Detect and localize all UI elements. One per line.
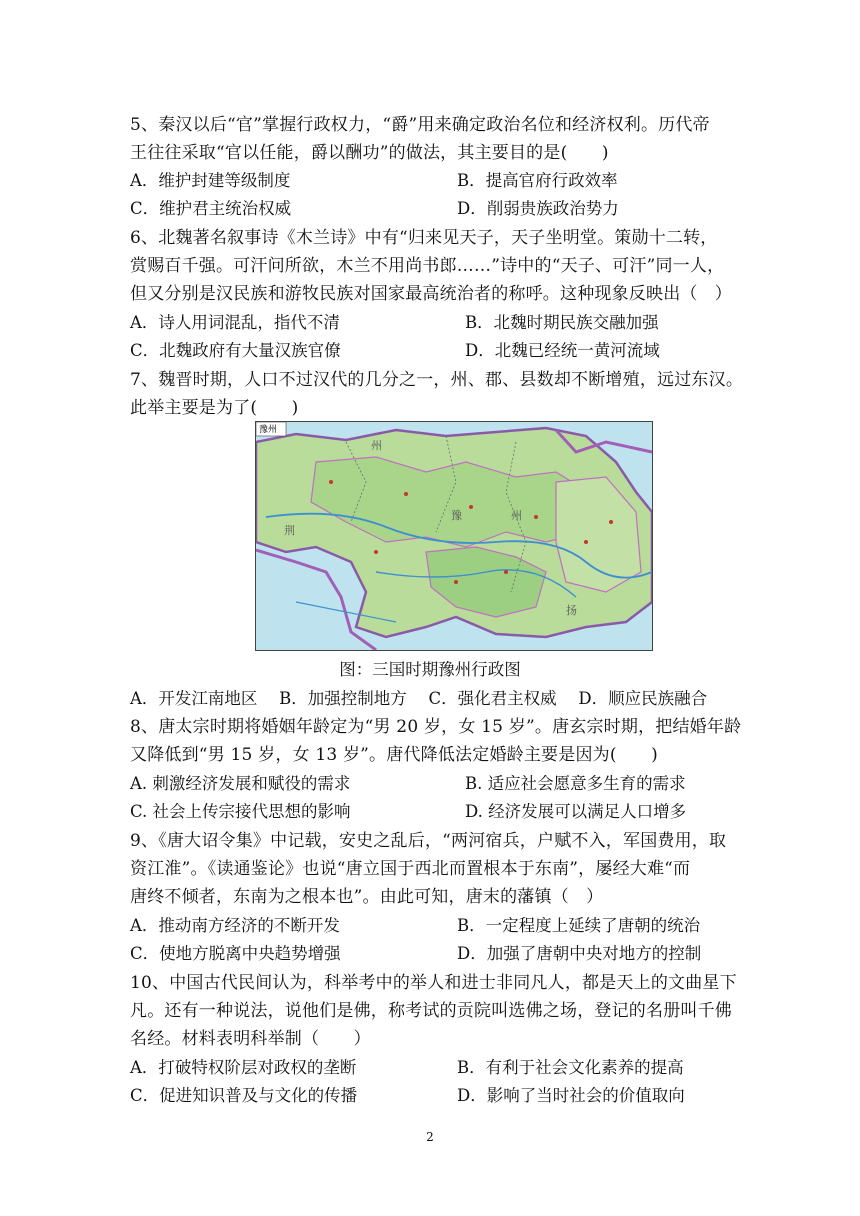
- q6-option-a: A．诗人用词混乱，指代不清: [130, 313, 340, 332]
- q9-line-2: 资江淮”。《读通鉴论》也说“唐立国于西北而置根本于东南”，屡经大难“而: [130, 859, 691, 879]
- map-graphic: [256, 422, 652, 650]
- q10-option-b: B．有利于社会文化素养的提高: [457, 1058, 684, 1077]
- q5-option-d: D．削弱贵族政治势力: [457, 199, 619, 218]
- q10-line-2: 凡。还有一种说法，说他们是佛，称考试的贡院叫选佛之场，登记的名册叫千佛: [130, 1001, 732, 1021]
- q9-line-3: 唐终不倾者，东南为之根本也”。由此可知，唐末的藩镇（ ）: [130, 887, 604, 907]
- q5-option-a: A．维护封建等级制度: [130, 171, 291, 190]
- page-number: 2: [426, 1130, 434, 1144]
- q8-option-c: C. 社会上传宗接代思想的影响: [130, 802, 351, 821]
- q5-line-2: 王往往采取“官以任能，爵以酬功”的做法，其主要目的是( ): [130, 143, 609, 163]
- map-label-1: 州: [371, 439, 382, 452]
- q9-line-1: 9、《唐大诏令集》中记载，安史之乱后，“两河宿兵，户赋不入，军国费用，取: [130, 831, 727, 851]
- q7-line-2: 此举主要是为了( ): [130, 398, 299, 418]
- q5-option-b: B．提高官府行政效率: [457, 171, 618, 190]
- q6-option-d: D．北魏已经统一黄河流域: [465, 341, 660, 360]
- q10-line-1: 10、中国古代民间认为，科举考中的举人和进士非同凡人，都是天上的文曲星下: [130, 973, 737, 993]
- map-label-4: 荆: [284, 524, 295, 537]
- q6-option-b: B．北魏时期民族交融加强: [465, 313, 659, 332]
- q6-option-c: C．北魏政府有大量汉族官僚: [130, 341, 341, 360]
- q9-option-c: C．使地方脱离中央趋势增强: [130, 944, 341, 963]
- map-label-3: 州: [511, 509, 522, 522]
- q8-option-a: A. 刺激经济发展和赋役的需求: [130, 774, 351, 793]
- q8-option-b: B. 适应社会愿意多生育的需求: [465, 774, 686, 793]
- q10-option-d: D．影响了当时社会的价值取向: [457, 1086, 685, 1105]
- q5-option-c: C．维护君主统治权威: [130, 199, 292, 218]
- q8-line-2: 又降低到“男 15 岁，女 13 岁”。唐代降低法定婚龄主要是因为( ): [130, 745, 658, 765]
- q9-option-d: D．加强了唐朝中央对地方的控制: [457, 944, 702, 963]
- q10-line-3: 名经。材料表明科举制（ ）: [130, 1029, 371, 1049]
- q8-line-1: 8、唐太宗时期将婚姻年龄定为“男 20 岁，女 15 岁”。唐玄宗时期，把结婚年龄: [130, 717, 742, 737]
- q9-option-a: A．推动南方经济的不断开发: [130, 916, 340, 935]
- map-label-5: 扬: [566, 604, 577, 617]
- yuzhou-map: [255, 421, 653, 651]
- q9-option-b: B．一定程度上延续了唐朝的统治: [457, 916, 701, 935]
- map-label-2: 豫: [451, 509, 462, 522]
- q6-line-1: 6、北魏著名叙事诗《木兰诗》中有“归来见天子，天子坐明堂。策勋十二转，: [130, 228, 718, 248]
- q6-line-3: 但又分别是汉民族和游牧民族对国家最高统治者的称呼。这种现象反映出（ ）: [130, 284, 732, 304]
- q10-option-a: A．打破特权阶层对政权的垄断: [130, 1058, 357, 1077]
- map-title: 豫州: [259, 425, 278, 435]
- q7-line-1: 7、魏晋时期，人口不过汉代的几分之一，州、郡、县数却不断增殖，远过东汉。: [130, 370, 744, 390]
- q10-option-c: C．促进知识普及与文化的传播: [130, 1086, 358, 1105]
- q5-line-1: 5、秦汉以后“官”掌握行政权力，“爵”用来确定政治名位和经济权利。历代帝: [130, 115, 710, 135]
- q6-line-2: 赏赐百千强。可汗问所欲，木兰不用尚书郎……”诗中的“天子、可汗”同一人，: [130, 256, 725, 276]
- q7-options: A．开发江南地区 B．加强控制地方 C．强化君主权威 D．顺应民族融合: [130, 689, 708, 708]
- map-caption: 图：三国时期豫州行政图: [339, 660, 521, 679]
- q8-option-d: D. 经济发展可以满足人口增多: [465, 802, 687, 821]
